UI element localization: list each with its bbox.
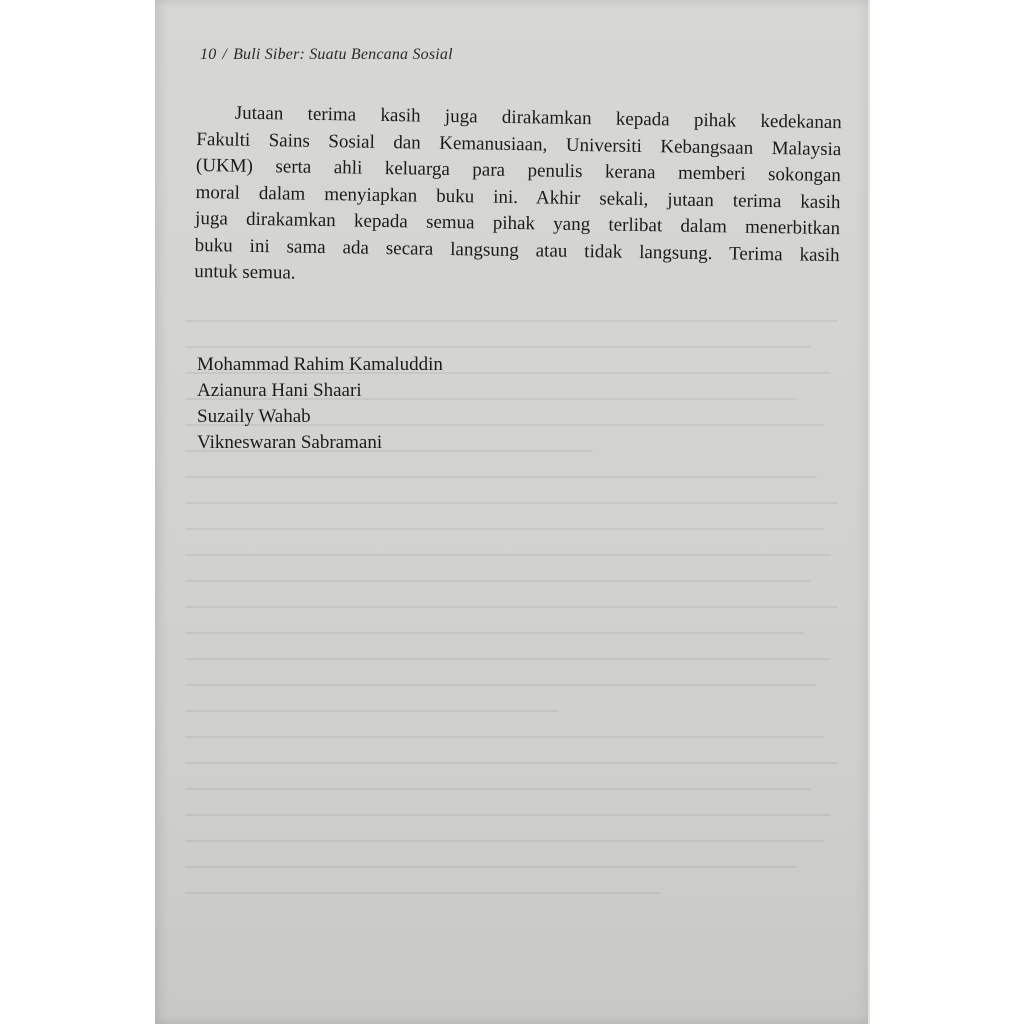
author-name: Azianura Hani Shaari <box>197 380 362 401</box>
paragraph-line: Fakulti Sains Sosial dan Kemanusiaan, Universiti Kebangsaan Malaysia <box>196 128 842 160</box>
paragraph-line: juga dirakamkan kepada semua pihak yang terlibat dalam menerbitkan <box>194 207 841 240</box>
book-page <box>155 0 870 1024</box>
book-title: Buli Siber: Suatu Bencana Sosial <box>233 46 453 63</box>
author-name: Vikneswaran Sabramani <box>197 432 383 453</box>
paragraph-line: Jutaan terima kasih juga dirakamkan kepada pihak kedekanan <box>234 102 842 134</box>
paragraph-line: moral dalam menyiapkan buku ini. Akhir sekali, jutaan terima kasih <box>195 181 841 213</box>
acknowledgement-paragraph <box>194 100 842 296</box>
page-number: 10 <box>200 46 217 63</box>
page-edge <box>868 0 870 1024</box>
header-separator: / <box>222 46 228 63</box>
author-name: Mohammad Rahim Kamaluddin <box>197 354 443 375</box>
running-header <box>200 46 453 64</box>
paragraph-line: untuk semua. <box>194 260 296 284</box>
paragraph-line: (UKM) serta ahli keluarga para penulis kerana memberi sokongan <box>195 154 842 187</box>
paragraph-line: buku ini sama ada secara langsung atau tidak langsung. Terima kasih <box>194 234 840 266</box>
author-list <box>197 352 443 456</box>
author-name: Suzaily Wahab <box>197 406 311 427</box>
